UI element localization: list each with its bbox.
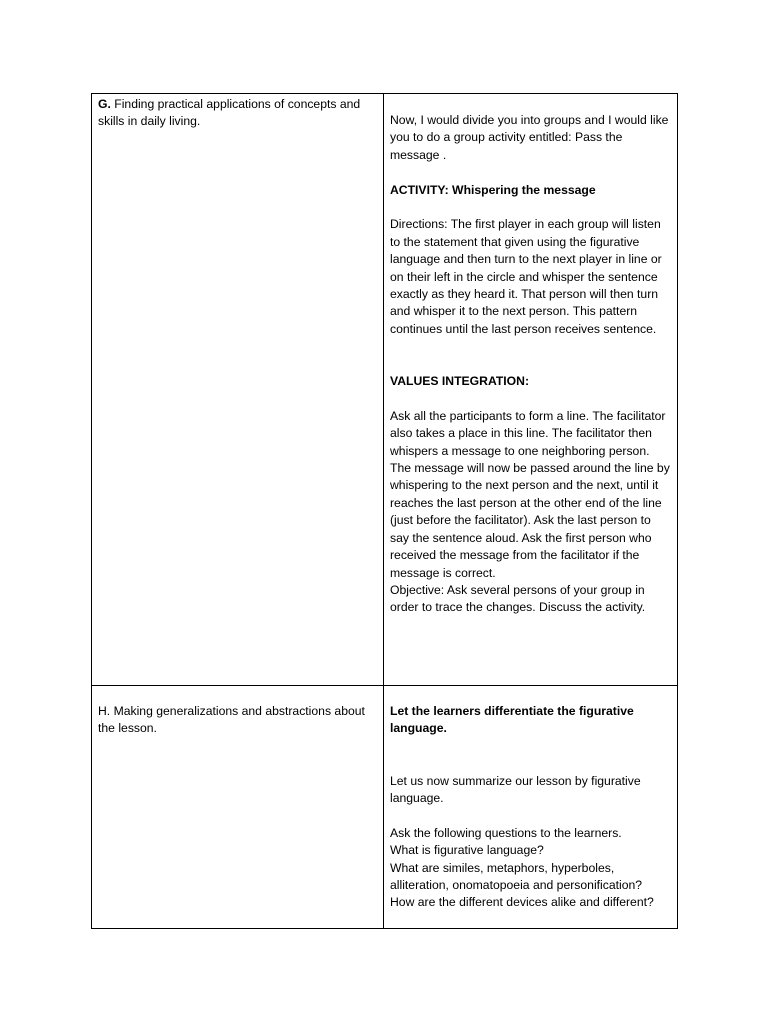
question-item: What are similes, metaphors, hyperboles, alliteration, onomatopoeia and personification? [390, 860, 643, 893]
question-item: How are the different devices alike and different? [390, 895, 654, 910]
row-g-heading-text: Finding practical applications of concepts and skills in daily living. [98, 97, 361, 129]
row-g-label-cell [92, 94, 384, 686]
row-g-letter: G. [98, 97, 111, 111]
values-integration-text: Ask all the participants to form a line. The facilitator also takes a place in this line. The facilitator then whispers a message to one neighboring person. The message will now be passed around the line by whispering to the next person and the next, until it reaches the last person at the other end of the line (just before the facilitator). Ask the last person to say the sentence aloud. Ask the first person who received the message from the facilitator if the message is correct. [390, 408, 670, 580]
row-g-intro: Now, I would divide you into groups and I would like you to do a group activity entitled: Pass the message . [390, 113, 669, 162]
activity-objective: Objective: Ask several persons of your group in order to trace the changes. Discuss the activity. [390, 582, 646, 615]
questions-intro: Ask the following questions to the learners. [390, 825, 622, 840]
table-row-g [92, 94, 678, 686]
row-h-lead: Let the learners differentiate the figurative language. [390, 704, 634, 736]
activity-title: ACTIVITY: Whispering the message [390, 182, 596, 197]
values-integration-title: VALUES INTEGRATION: [390, 374, 530, 389]
row-h-heading: H. Making generalizations and abstractions about the lesson. [98, 704, 365, 736]
question-item: What is figurative language? [390, 843, 544, 858]
row-h-content-cell [384, 686, 678, 929]
row-h-label-cell [92, 686, 384, 929]
table-row-h [92, 686, 678, 929]
lesson-plan-table [91, 93, 678, 929]
row-g-content-cell [384, 94, 678, 686]
row-h-summary: Let us now summarize our lesson by figurative language. [390, 773, 641, 806]
activity-directions: Directions: The first player in each group will listen to the statement that given using the figurative language and then turn to the next player in line or on their left in the circle and whisper the sentence exactly as they heard it. That person will then turn and whisper it to the next person. This pattern continues until the last person receives sentence. [390, 217, 662, 336]
row-g-heading [98, 96, 377, 131]
